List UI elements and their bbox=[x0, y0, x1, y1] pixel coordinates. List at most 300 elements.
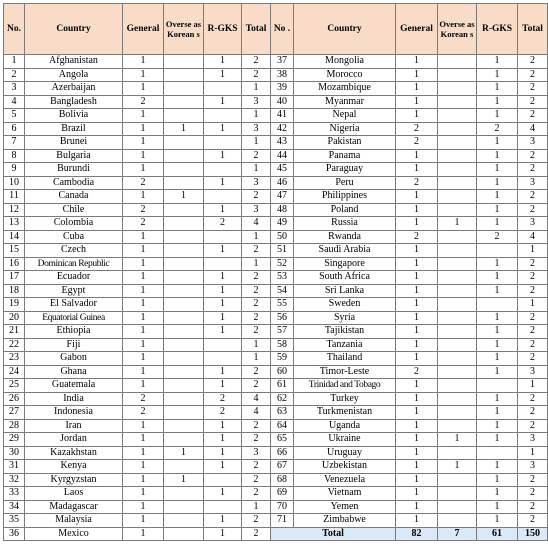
cell-overseas-koreans-right bbox=[438, 244, 477, 258]
cell-country: Egypt bbox=[25, 284, 123, 298]
table-row bbox=[4, 352, 548, 366]
cell-general-right: 1 bbox=[396, 271, 438, 285]
cell-no: 35 bbox=[4, 514, 25, 528]
cell-total-right: 2 bbox=[518, 68, 548, 82]
cell-overseas-koreans-right bbox=[438, 284, 477, 298]
cell-total-right: 2 bbox=[518, 203, 548, 217]
cell-no-right: 63 bbox=[271, 406, 294, 420]
cell-total-right: 4 bbox=[518, 230, 548, 244]
cell-total: 1 bbox=[242, 257, 271, 271]
cell-rgks-right: 1 bbox=[477, 68, 518, 82]
cell-rgks-right: 1 bbox=[477, 163, 518, 177]
cell-country-right: Russia bbox=[294, 217, 396, 231]
cell-general: 1 bbox=[123, 500, 164, 514]
cell-country: Kenya bbox=[25, 460, 123, 474]
cell-overseas-koreans-right bbox=[438, 406, 477, 420]
cell-no-right: 53 bbox=[271, 271, 294, 285]
table-row bbox=[4, 325, 548, 339]
cell-general-right: 1 bbox=[396, 419, 438, 433]
table-row bbox=[4, 473, 548, 487]
cell-total-right: 2 bbox=[518, 163, 548, 177]
cell-total-right: 2 bbox=[518, 406, 548, 420]
grand-total-overseas: 7 bbox=[438, 527, 477, 541]
cell-no: 30 bbox=[4, 446, 25, 460]
cell-no-right: 50 bbox=[271, 230, 294, 244]
cell-overseas-koreans bbox=[164, 500, 204, 514]
cell-total: 1 bbox=[242, 109, 271, 123]
cell-country: Chile bbox=[25, 203, 123, 217]
cell-general-right: 1 bbox=[396, 190, 438, 204]
header-no-right: No . bbox=[271, 4, 294, 55]
grand-total-rgks: 61 bbox=[477, 527, 518, 541]
cell-overseas-koreans bbox=[164, 230, 204, 244]
header-overseas-koreans-right: Overse as Korean s bbox=[438, 4, 477, 55]
cell-country: Bangladesh bbox=[25, 95, 123, 109]
header-overseas-koreans: Overse as Korean s bbox=[164, 4, 204, 55]
cell-general-right: 1 bbox=[396, 311, 438, 325]
table-row bbox=[4, 163, 548, 177]
table-row bbox=[4, 392, 548, 406]
cell-total-right: 2 bbox=[518, 149, 548, 163]
table-row bbox=[4, 109, 548, 123]
cell-rgks-right: 1 bbox=[477, 365, 518, 379]
cell-general: 1 bbox=[123, 82, 164, 96]
cell-rgks: 1 bbox=[204, 95, 242, 109]
cell-total: 1 bbox=[242, 352, 271, 366]
cell-overseas-koreans bbox=[164, 244, 204, 258]
cell-general: 2 bbox=[123, 95, 164, 109]
cell-overseas-koreans-right bbox=[438, 419, 477, 433]
cell-overseas-koreans: 1 bbox=[164, 122, 204, 136]
table-row bbox=[4, 122, 548, 136]
cell-total: 2 bbox=[242, 433, 271, 447]
cell-overseas-koreans-right bbox=[438, 311, 477, 325]
cell-no-right: 41 bbox=[271, 109, 294, 123]
cell-overseas-koreans-right bbox=[438, 352, 477, 366]
table-row bbox=[4, 527, 548, 541]
cell-country: Czech bbox=[25, 244, 123, 258]
cell-general: 1 bbox=[123, 244, 164, 258]
header-country: Country bbox=[25, 4, 123, 55]
cell-rgks-right: 1 bbox=[477, 311, 518, 325]
cell-overseas-koreans-right bbox=[438, 338, 477, 352]
cell-overseas-koreans bbox=[164, 460, 204, 474]
cell-country-right: Myanmar bbox=[294, 95, 396, 109]
cell-no-right: 48 bbox=[271, 203, 294, 217]
cell-country-right: Yemen bbox=[294, 500, 396, 514]
table-row bbox=[4, 379, 548, 393]
cell-country: Canada bbox=[25, 190, 123, 204]
cell-total: 2 bbox=[242, 284, 271, 298]
cell-overseas-koreans bbox=[164, 352, 204, 366]
cell-no-right: 49 bbox=[271, 217, 294, 231]
cell-overseas-koreans bbox=[164, 109, 204, 123]
cell-total-right: 2 bbox=[518, 392, 548, 406]
table-row bbox=[4, 271, 548, 285]
cell-no-right: 69 bbox=[271, 487, 294, 501]
cell-general: 1 bbox=[123, 338, 164, 352]
cell-country-right: Poland bbox=[294, 203, 396, 217]
cell-rgks bbox=[204, 136, 242, 150]
cell-total: 2 bbox=[242, 460, 271, 474]
cell-general: 1 bbox=[123, 109, 164, 123]
cell-general: 1 bbox=[123, 379, 164, 393]
cell-rgks: 1 bbox=[204, 68, 242, 82]
cell-overseas-koreans-right: 1 bbox=[438, 217, 477, 231]
header-total-right: Total bbox=[518, 4, 548, 55]
table-row bbox=[4, 257, 548, 271]
cell-total-right: 1 bbox=[518, 244, 548, 258]
grand-total-general: 82 bbox=[396, 527, 438, 541]
cell-overseas-koreans-right bbox=[438, 149, 477, 163]
cell-country-right: Sweden bbox=[294, 298, 396, 312]
cell-rgks-right: 1 bbox=[477, 271, 518, 285]
cell-total-right: 2 bbox=[518, 325, 548, 339]
cell-no: 32 bbox=[4, 473, 25, 487]
cell-no: 31 bbox=[4, 460, 25, 474]
cell-general-right: 1 bbox=[396, 298, 438, 312]
cell-general: 1 bbox=[123, 149, 164, 163]
cell-overseas-koreans bbox=[164, 271, 204, 285]
cell-country: Bolivia bbox=[25, 109, 123, 123]
table-row bbox=[4, 365, 548, 379]
cell-overseas-koreans-right bbox=[438, 55, 477, 69]
cell-rgks-right bbox=[477, 446, 518, 460]
cell-general-right: 1 bbox=[396, 217, 438, 231]
cell-no-right: 37 bbox=[271, 55, 294, 69]
cell-no: 34 bbox=[4, 500, 25, 514]
cell-overseas-koreans-right bbox=[438, 95, 477, 109]
cell-general: 1 bbox=[123, 419, 164, 433]
cell-rgks: 1 bbox=[204, 203, 242, 217]
cell-country-right: Tanzania bbox=[294, 338, 396, 352]
cell-overseas-koreans bbox=[164, 163, 204, 177]
cell-rgks: 2 bbox=[204, 217, 242, 231]
cell-country-right: Panama bbox=[294, 149, 396, 163]
cell-overseas-koreans-right bbox=[438, 109, 477, 123]
cell-no: 29 bbox=[4, 433, 25, 447]
cell-overseas-koreans bbox=[164, 95, 204, 109]
cell-rgks-right: 1 bbox=[477, 500, 518, 514]
header-general: General bbox=[123, 4, 164, 55]
table-row bbox=[4, 338, 548, 352]
cell-general: 1 bbox=[123, 55, 164, 69]
cell-no: 20 bbox=[4, 311, 25, 325]
cell-rgks: 1 bbox=[204, 433, 242, 447]
cell-overseas-koreans bbox=[164, 149, 204, 163]
cell-general: 2 bbox=[123, 392, 164, 406]
cell-country: Guatemala bbox=[25, 379, 123, 393]
cell-total-right: 2 bbox=[518, 500, 548, 514]
cell-total-right: 2 bbox=[518, 352, 548, 366]
cell-total-right: 2 bbox=[518, 514, 548, 528]
cell-country-right: Singapore bbox=[294, 257, 396, 271]
cell-no-right: 64 bbox=[271, 419, 294, 433]
cell-total: 3 bbox=[242, 176, 271, 190]
cell-rgks: 1 bbox=[204, 379, 242, 393]
cell-no: 10 bbox=[4, 176, 25, 190]
cell-rgks: 1 bbox=[204, 244, 242, 258]
header-country-right: Country bbox=[294, 4, 396, 55]
cell-total: 2 bbox=[242, 514, 271, 528]
cell-general: 1 bbox=[123, 271, 164, 285]
cell-total-right: 3 bbox=[518, 176, 548, 190]
cell-total-right: 2 bbox=[518, 338, 548, 352]
cell-total-right: 1 bbox=[518, 379, 548, 393]
cell-overseas-koreans bbox=[164, 203, 204, 217]
cell-country: Dominican Republic bbox=[25, 257, 123, 271]
cell-overseas-koreans: 1 bbox=[164, 190, 204, 204]
cell-no-right: 58 bbox=[271, 338, 294, 352]
cell-total-right: 2 bbox=[518, 257, 548, 271]
cell-overseas-koreans bbox=[164, 433, 204, 447]
cell-country: El Salvador bbox=[25, 298, 123, 312]
cell-country-right: Morocco bbox=[294, 68, 396, 82]
header-general-right: General bbox=[396, 4, 438, 55]
cell-overseas-koreans bbox=[164, 527, 204, 541]
cell-no-right: 42 bbox=[271, 122, 294, 136]
table-row bbox=[4, 311, 548, 325]
table-row bbox=[4, 176, 548, 190]
cell-general: 1 bbox=[123, 446, 164, 460]
cell-total-right: 3 bbox=[518, 136, 548, 150]
cell-overseas-koreans-right bbox=[438, 379, 477, 393]
cell-country-right: Tajikistan bbox=[294, 325, 396, 339]
cell-no-right: 46 bbox=[271, 176, 294, 190]
cell-no-right: 65 bbox=[271, 433, 294, 447]
cell-rgks bbox=[204, 257, 242, 271]
header-no: No. bbox=[4, 4, 25, 55]
cell-country: Fiji bbox=[25, 338, 123, 352]
cell-total: 1 bbox=[242, 163, 271, 177]
cell-overseas-koreans bbox=[164, 419, 204, 433]
table-row bbox=[4, 95, 548, 109]
cell-rgks-right: 1 bbox=[477, 82, 518, 96]
cell-general-right: 1 bbox=[396, 406, 438, 420]
cell-country: Brazil bbox=[25, 122, 123, 136]
table-row bbox=[4, 136, 548, 150]
cell-country-right: Uganda bbox=[294, 419, 396, 433]
cell-country-right: Uzbekistan bbox=[294, 460, 396, 474]
cell-rgks bbox=[204, 473, 242, 487]
cell-overseas-koreans-right bbox=[438, 257, 477, 271]
cell-country: Mexico bbox=[25, 527, 123, 541]
cell-overseas-koreans bbox=[164, 338, 204, 352]
cell-total: 3 bbox=[242, 446, 271, 460]
table-row bbox=[4, 446, 548, 460]
cell-general-right: 1 bbox=[396, 203, 438, 217]
cell-rgks: 2 bbox=[204, 392, 242, 406]
cell-total: 2 bbox=[242, 365, 271, 379]
cell-general-right: 1 bbox=[396, 460, 438, 474]
cell-total-right: 2 bbox=[518, 109, 548, 123]
cell-overseas-koreans-right bbox=[438, 365, 477, 379]
cell-no: 25 bbox=[4, 379, 25, 393]
cell-no: 36 bbox=[4, 527, 25, 541]
scholarship-country-table bbox=[3, 3, 548, 541]
cell-overseas-koreans bbox=[164, 55, 204, 69]
cell-overseas-koreans-right bbox=[438, 473, 477, 487]
table-row bbox=[4, 230, 548, 244]
cell-country-right: Sri Lanka bbox=[294, 284, 396, 298]
cell-rgks-right: 1 bbox=[477, 419, 518, 433]
cell-country: Laos bbox=[25, 487, 123, 501]
cell-total: 4 bbox=[242, 392, 271, 406]
cell-general: 1 bbox=[123, 284, 164, 298]
cell-overseas-koreans-right bbox=[438, 514, 477, 528]
cell-country: Ghana bbox=[25, 365, 123, 379]
cell-overseas-koreans bbox=[164, 514, 204, 528]
cell-general-right: 1 bbox=[396, 149, 438, 163]
header-total: Total bbox=[242, 4, 271, 55]
cell-country-right: Philippines bbox=[294, 190, 396, 204]
cell-no-right: 45 bbox=[271, 163, 294, 177]
cell-rgks bbox=[204, 109, 242, 123]
table-row bbox=[4, 284, 548, 298]
cell-general-right: 1 bbox=[396, 473, 438, 487]
cell-rgks bbox=[204, 82, 242, 96]
cell-total-right: 2 bbox=[518, 190, 548, 204]
cell-country-right: Trinidad and Tobago bbox=[294, 379, 396, 393]
cell-country-right: Paraguay bbox=[294, 163, 396, 177]
cell-total: 2 bbox=[242, 68, 271, 82]
cell-rgks-right: 1 bbox=[477, 433, 518, 447]
cell-overseas-koreans bbox=[164, 392, 204, 406]
cell-general-right: 2 bbox=[396, 176, 438, 190]
cell-total-right: 3 bbox=[518, 365, 548, 379]
cell-rgks-right: 1 bbox=[477, 109, 518, 123]
cell-no-right: 55 bbox=[271, 298, 294, 312]
cell-country-right: Turkey bbox=[294, 392, 396, 406]
cell-rgks-right: 1 bbox=[477, 203, 518, 217]
cell-total-right: 2 bbox=[518, 284, 548, 298]
cell-overseas-koreans bbox=[164, 487, 204, 501]
cell-general-right: 1 bbox=[396, 109, 438, 123]
cell-country-right: Mozambique bbox=[294, 82, 396, 96]
cell-general-right: 1 bbox=[396, 514, 438, 528]
cell-no-right: 70 bbox=[271, 500, 294, 514]
cell-total-right: 3 bbox=[518, 460, 548, 474]
cell-country: Jordan bbox=[25, 433, 123, 447]
cell-country: Azerbaijan bbox=[25, 82, 123, 96]
cell-total-right: 2 bbox=[518, 311, 548, 325]
cell-country: Gabon bbox=[25, 352, 123, 366]
cell-general: 1 bbox=[123, 136, 164, 150]
cell-overseas-koreans: 1 bbox=[164, 446, 204, 460]
table-row bbox=[4, 433, 548, 447]
cell-rgks: 1 bbox=[204, 487, 242, 501]
cell-country-right: Timor-Leste bbox=[294, 365, 396, 379]
cell-general: 1 bbox=[123, 163, 164, 177]
cell-overseas-koreans bbox=[164, 311, 204, 325]
cell-general-right: 1 bbox=[396, 244, 438, 258]
cell-no-right: 40 bbox=[271, 95, 294, 109]
cell-no: 11 bbox=[4, 190, 25, 204]
cell-general: 1 bbox=[123, 460, 164, 474]
cell-overseas-koreans-right bbox=[438, 446, 477, 460]
cell-general-right: 1 bbox=[396, 163, 438, 177]
cell-general: 1 bbox=[123, 257, 164, 271]
cell-overseas-koreans-right bbox=[438, 230, 477, 244]
table-body bbox=[4, 55, 548, 541]
cell-rgks: 1 bbox=[204, 284, 242, 298]
cell-rgks: 1 bbox=[204, 460, 242, 474]
cell-no: 28 bbox=[4, 419, 25, 433]
cell-general-right: 2 bbox=[396, 365, 438, 379]
cell-overseas-koreans bbox=[164, 217, 204, 231]
cell-overseas-koreans-right bbox=[438, 271, 477, 285]
cell-total: 4 bbox=[242, 217, 271, 231]
cell-general: 1 bbox=[123, 527, 164, 541]
cell-country: Afghanistan bbox=[25, 55, 123, 69]
cell-rgks bbox=[204, 352, 242, 366]
cell-general-right: 1 bbox=[396, 392, 438, 406]
cell-no: 26 bbox=[4, 392, 25, 406]
cell-general: 1 bbox=[123, 487, 164, 501]
cell-overseas-koreans-right bbox=[438, 487, 477, 501]
cell-overseas-koreans bbox=[164, 298, 204, 312]
cell-no-right: 44 bbox=[271, 149, 294, 163]
cell-general: 2 bbox=[123, 176, 164, 190]
grand-total-total: 150 bbox=[518, 527, 548, 541]
cell-general-right: 1 bbox=[396, 95, 438, 109]
cell-rgks-right: 1 bbox=[477, 149, 518, 163]
cell-no: 14 bbox=[4, 230, 25, 244]
cell-overseas-koreans bbox=[164, 176, 204, 190]
cell-overseas-koreans bbox=[164, 325, 204, 339]
cell-total: 1 bbox=[242, 500, 271, 514]
cell-rgks-right: 1 bbox=[477, 473, 518, 487]
cell-overseas-koreans-right bbox=[438, 136, 477, 150]
cell-no: 5 bbox=[4, 109, 25, 123]
cell-no-right: 68 bbox=[271, 473, 294, 487]
scholarship-table-container bbox=[3, 3, 548, 541]
cell-total-right: 3 bbox=[518, 217, 548, 231]
cell-total-right: 2 bbox=[518, 271, 548, 285]
cell-rgks bbox=[204, 190, 242, 204]
cell-country: India bbox=[25, 392, 123, 406]
cell-rgks-right: 1 bbox=[477, 406, 518, 420]
cell-total: 3 bbox=[242, 95, 271, 109]
cell-rgks: 1 bbox=[204, 271, 242, 285]
table-row bbox=[4, 217, 548, 231]
cell-rgks-right: 1 bbox=[477, 257, 518, 271]
cell-general-right: 2 bbox=[396, 136, 438, 150]
cell-general-right: 1 bbox=[396, 325, 438, 339]
cell-country-right: Mongolia bbox=[294, 55, 396, 69]
cell-overseas-koreans-right bbox=[438, 392, 477, 406]
cell-total: 1 bbox=[242, 136, 271, 150]
cell-country: Burundi bbox=[25, 163, 123, 177]
cell-country: Cambodia bbox=[25, 176, 123, 190]
cell-overseas-koreans-right bbox=[438, 298, 477, 312]
cell-total: 2 bbox=[242, 298, 271, 312]
table-row bbox=[4, 298, 548, 312]
cell-overseas-koreans-right: 1 bbox=[438, 433, 477, 447]
header-rgks-right: R-GKS bbox=[477, 4, 518, 55]
cell-general: 1 bbox=[123, 365, 164, 379]
cell-general: 1 bbox=[123, 352, 164, 366]
cell-total: 2 bbox=[242, 190, 271, 204]
cell-total: 2 bbox=[242, 311, 271, 325]
cell-general: 2 bbox=[123, 406, 164, 420]
cell-no: 23 bbox=[4, 352, 25, 366]
cell-overseas-koreans-right: 1 bbox=[438, 460, 477, 474]
cell-no: 15 bbox=[4, 244, 25, 258]
cell-country: Iran bbox=[25, 419, 123, 433]
cell-no: 6 bbox=[4, 122, 25, 136]
cell-no: 24 bbox=[4, 365, 25, 379]
